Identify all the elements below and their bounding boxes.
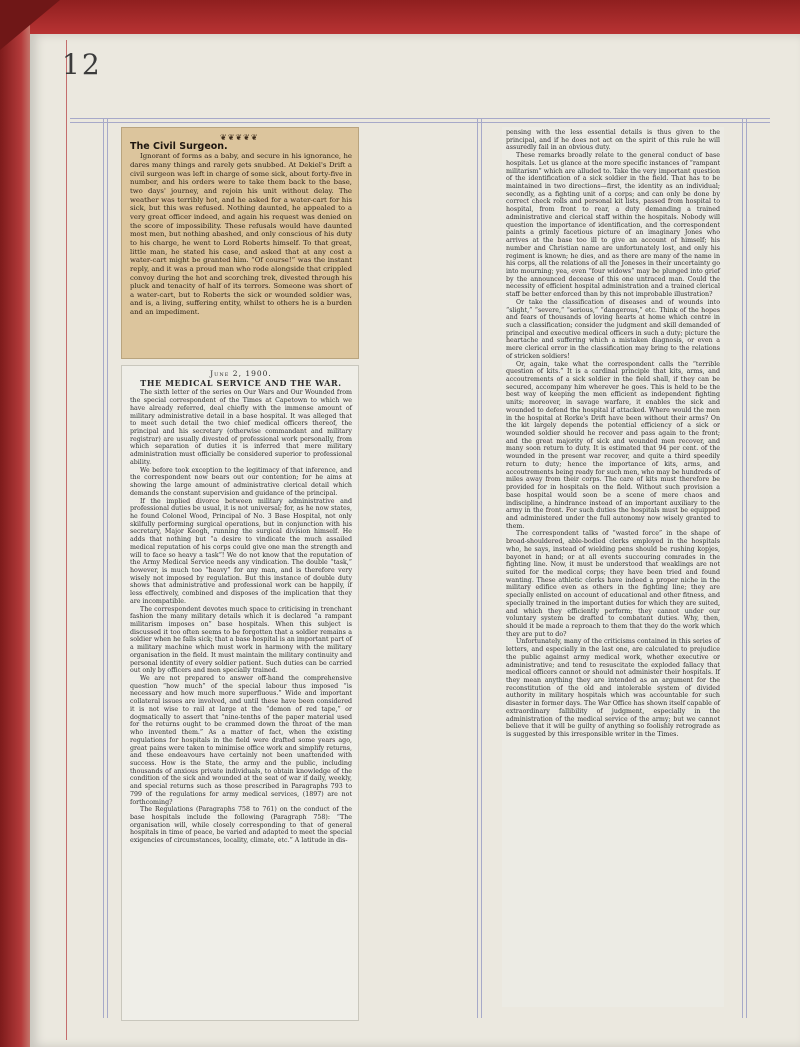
article-paragraph: pensing with the less essential details is thus given to the principal, and if he does not act on the spirit of this rule he will assuredly fail in an obvious duty.	[506, 129, 720, 152]
article-paragraph: The correspondent talks of “wasted force” in the shape of broad-shouldered, able-bodied clerks employed in the hospitals who, he says, instead of wielding pens should be rushing kopjes, bayonet in hand; or at all events succouring comrades in the fighting line. Now, it must be understood that weaklings are not suited for the medical corps; they have been tried and found wanting. These athletic clerks have indeed a proper niche in the military edifice even as others in the fighting line; they are specially enlisted on account of educational and other fitness, and specially trained in the important duties for which they are suited, and which they efficiently perform; they cannot under our voluntary system be drafted to combatant duties. Why, then, should it be made a reproach to them that they do the work which they are put to do?	[506, 530, 720, 638]
ruling-line-top-2	[70, 122, 770, 123]
left-column	[121, 127, 359, 1021]
ruling-line-v6	[746, 118, 747, 1018]
ruling-line-v5	[742, 118, 743, 1018]
ornament-glyphs: ❦❦❦❦❦	[220, 133, 259, 142]
book-binding-top	[0, 0, 800, 34]
ruling-line-v1	[103, 118, 104, 1018]
right-column	[502, 127, 724, 1007]
ruling-line-v2	[107, 118, 108, 1018]
page-number: 12	[62, 48, 102, 81]
article-paragraph: We are not prepared to answer off-hand the comprehensive question “how much” of the special labour thus imposed “is necessary and how much more superfluous.” Wide and important collateral issues are involved, and until these have been considered it is not wise to rail at large at the “demon of red tape,” or dogmatically to assert that “nine-tenths of the paper material used for the returns ought to be crammed down the throat of the man who invented them.” As a matter of fact, when the existing regulations for hospitals in the field were drafted some years ago, great pains were taken to minimise office work and simplify returns, and these endeavours have certainly not been unattended with success. How is the State, the army and the public, including thousands of anxious private individuals, to obtain knowledge of the condition of the sick and wounded at the seat of war if daily, weekly, and special returns such as those prescribed in Paragraphs 793 to 799 of the regulations for army medical services, (1897) are not forthcoming?	[130, 675, 352, 806]
clipping-paragraph: Ignorant of forms as a baby, and secure in his ignorance, he dares many things and rarely gets snubbed. At Dekiel's Drift a civil surgeon was left in charge of some sick, about forty-five in number, and his orders were to take them back to the base, two days' journey, and rejoin his unit without delay. The weather was terribly hot, and he asked for a water-cart for his sick, but this was refused. Nothing daunted, he appealed to a very great officer indeed, and again his request was denied on the score of impossibility. These refusals would have daunted most men, but nothing abashed, and only conscious of his duty to his charge, he went to Lord Roberts himself. To that great, little man, he stated his case, and asked that at any cost a water-cart might be granted him. “Of course!” was the instant reply, and it was a proud man who rode alongside that crippled convoy during the hot and scorching trek, divested through his pluck and tenacity of half of its terrors. Someone was short of a water-cart, but to Roberts the sick or wounded soldier was, and is, a living, suffering entity, whilst to others he is a burden and an impediment.	[130, 152, 352, 317]
article-paragraph: Or take the classification of diseases and of wounds into “slight,” “severe,” “serious,” “dangerous,” etc. Think of the hopes and fears of thousands of loving hearts at home which centre in such a classification; consider the judgment and skill demanded of principal and executive medical officers in such a duty; picture the heartache and suffering which a mistaken diagnosis, or even a mere clerical error in the classification may bring to the relations of stricken soldiers!	[506, 298, 720, 360]
ruling-line-v4	[481, 118, 482, 1018]
article-title: THE MEDICAL SERVICE AND THE WAR.	[140, 377, 342, 388]
article-paragraph: The correspondent devotes much space to criticising in trenchant fashion the many military details which it is declared “a rampant militarism imposes on” base hospitals. When this subject is discussed it too often seems to be forgotten that a soldier remains a soldier when he falls sick; that a base hospital is an important part of a military machine which must work in harmony with the military organisation in the field. It must maintain the military continuity and personal identity of every soldier patient. Such duties can be carried out only by officers and men specially trained.	[130, 605, 352, 675]
article-paragraph: Or, again, take what the correspondent calls the “terrible question of kits.” It is a cardinal principle that kits, arms, and accoutrements of a sick soldier in the field shall, if they can be secured, accompany him wherever he goes. This is held to be the best way of keeping the men efficient as independent fighting units; moreover, in savage warfare, it enables the sick and wounded to defend the hospital if attacked. Where would the men in the hospital at Rorke's Drift have been without their arms? On the kit largely depends the potential efficiency of a sick or wounded soldier should he recover and pass again to the front; and the great majority of sick and wounded men recover, and many soon return to duty. It is estimated that 94 per cent. of the wounded in the present war recover, and quite a third speedily return to duty; hence the importance of kits, arms, and accoutrements being ready for such men, who may be hundreds of miles away from their corps. The care of kits must therefore be provided for in hospitals on the field. Without such provision a base hospital would soon be a scene of mere chaos and indiscipline, a hindrance instead of an important auxiliary to the army in the front. For such duties the hospitals must be equipped and administered under the full autonomy now wisely granted to them.	[506, 360, 720, 530]
article-continuation	[502, 127, 724, 739]
margin-line-red	[66, 40, 67, 1040]
article-paragraph: These remarks broadly relate to the general conduct of base hospitals. Let us glance at the more specific instances of “rampant militarism” which are alluded to. Take the very important question of the identification of a sick soldier in the field. That has to be maintained in two directions—first, the identity as an individual; secondly, as a fighting unit of a corps; and can only be done by correct check rolls and personal kit lists, passed from hospital to hospital, from front to rear, a duty demanding a trained administrative and clerical staff within the hospitals. Nobody will question the importance of identification, and the correspondent paints a grimly facetious picture of an imaginary Jones who arrives at the base too ill to give an account of himself; his number and Christian name are unfortunately lost, and only his regiment is known; he dies, and as there are many of the name in his corps, all the relations of all the Joneses in their uncertainty go into mourning; yea, even “four widows” may be plunged into grief by the announced decease of this one untraced man. Could the necessity of efficient hospital administration and a trained clerical staff be better enforced than by this not improbable illustration?	[506, 152, 720, 299]
article-paragraph: The Regulations (Paragraphs 758 to 761) on the conduct of the base hospitals include the following (Paragraph 758): “The organisation will, while closely corresponding to that of general hospitals in time of peace, be varied and adapted to meet the special exigencies of circumstances, locality, climate, etc.” A latitude in dis-	[130, 806, 352, 845]
ruling-line-v3	[477, 118, 478, 1018]
clipping-civil-surgeon	[121, 127, 359, 359]
article-paragraph: Unfortunately, many of the criticisms contained in this series of letters, and especially in the last one, are calculated to prejudice the public against army medical work, whether executive or administrative; and tend to resuscitate the exploded fallacy that medical officers cannot or should not administer their hospitals. If they mean anything they are intended as an argument for the reconstitution of the old and intolerable system of divided authority in military hospitals which was accountable for such disaster in former days. The War Office has shown itself capable of extraordinary fallibility of judgment, especially in the administration of the medical service of the army; but we cannot believe that it will be guilty of anything so foolishly retrograde as is suggested by this irresponsible writer in the Times.	[506, 638, 720, 739]
clipping-headline: The Civil Surgeon.	[130, 140, 228, 152]
article-paragraph: If the implied divorce between military administrative and professional duties be usual, it is not universal; for, as he now states, he found Colonel Wood, Principal of No. 3 Base Hospital, not only skilfully performing surgical operations, but in conjunction with his secretary, Major Keogh, running the surgical division himself. He adds that nothing but “a desire to vindicate the much assailed medical reputation of his corps could give one man the strength and will to face so heavy a task”! We do not know that the reputation of the Army Medical Service needs any vindication. The double “task,” however, is much too “heavy” for any man, and is therefore very wisely not imposed by regulation. But this instance of double duty shows that administrative and professional work can be happily, if less effectively, combined and disposes of the implication that they are incompatible.	[130, 497, 352, 605]
article-paragraph: The sixth letter of the series on Our Wars and Our Wounded from the special correspondent of the Times at Capetown to which we have already referred, deal chiefly with the immense amount of military administrative detail in a base hospital. It was alleged that to meet such detail the two chief medical officers thereof, the principal and his secretary (otherwise commandant and military registrar) are usually divested of professional work personally, from which separation of duties it is inferred that mere military administration must officially be considered superior to professional ability.	[130, 389, 352, 466]
book-binding-left	[0, 0, 30, 1047]
clipping-medical-service	[121, 365, 359, 1021]
article-paragraph: We before took exception to the legitimacy of that inference, and the correspondent now bears out our contention; for he aims at showing the large amount of administrative clerical detail which demands the constant supervision and guidance of the principal.	[130, 466, 352, 497]
ruling-line-top	[70, 118, 770, 119]
article-date: June 2, 1900.	[210, 369, 272, 378]
